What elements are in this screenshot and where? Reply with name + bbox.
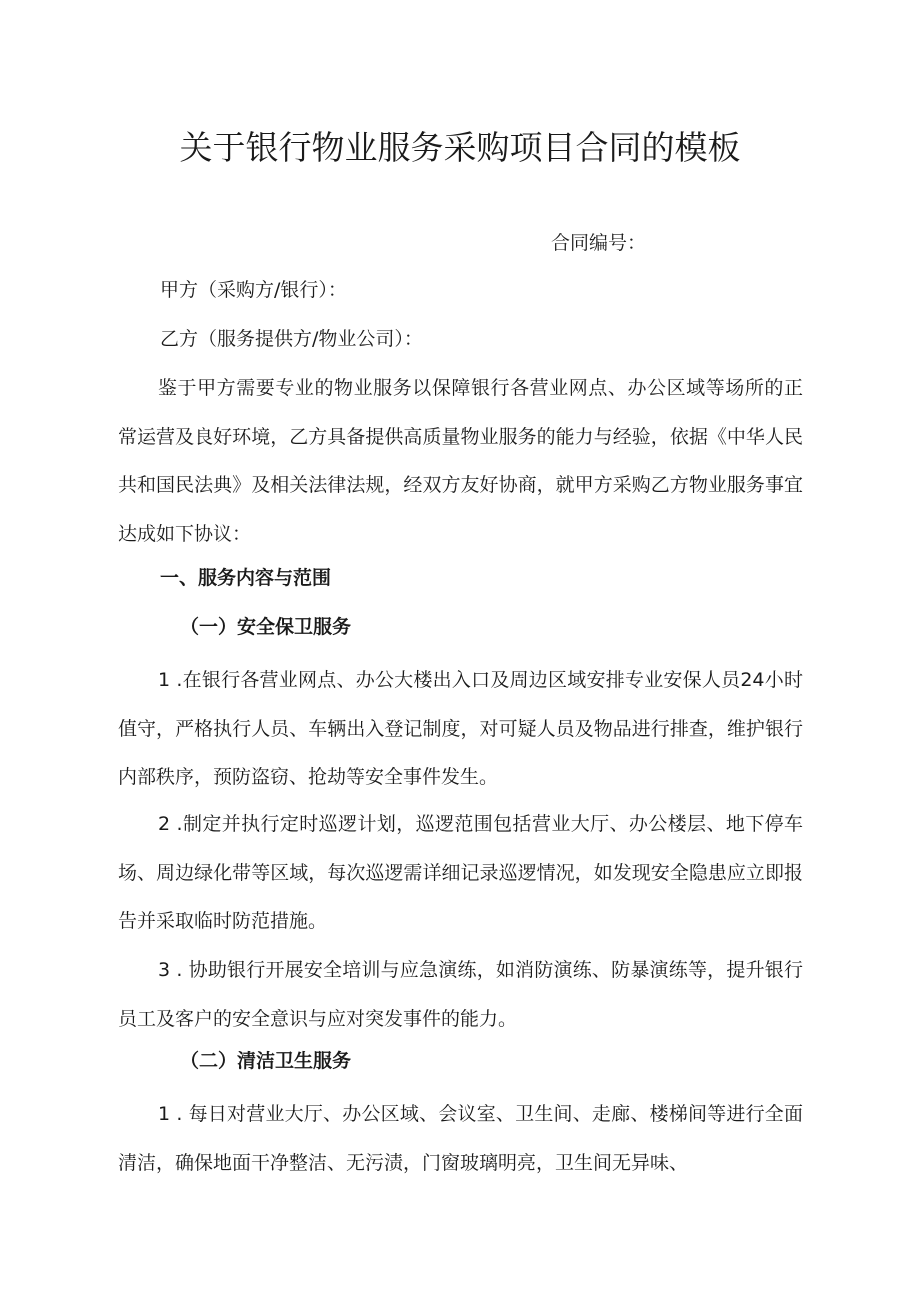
list-item: 1 .在银行各营业网点、办公大楼出入口及周边区域安排专业安保人员24小时值守，严格执行人员、车辆出入登记制度，对可疑人员及物品进行排查，维护银行内部秩序，预防盗窃、抢劫等安全事件发生。 bbox=[118, 669, 803, 788]
subsection-heading-cleaning: （二）清洁卫生服务 bbox=[180, 1050, 352, 1072]
list-item: 1 . 每日对营业大厅、办公区域、会议室、卫生间、走廊、楼梯间等进行全面清洁，确保地面干净整洁、无污渍，门窗玻璃明亮，卫生间无异味、 bbox=[118, 1103, 803, 1174]
contract-number-label: 合同编号： bbox=[551, 232, 647, 254]
subsection-heading-security: （一）安全保卫服务 bbox=[180, 616, 352, 638]
list-item: 2 .制定并执行定时巡逻计划，巡逻范围包括营业大厅、办公楼层、地下停车场、周边绿化带等区域，每次巡逻需详细记录巡逻情况，如发现安全隐患应立即报告并采取临时防范措施。 bbox=[118, 813, 803, 932]
party-a-line: 甲方（采购方/银行）： bbox=[160, 279, 347, 301]
list-item: 3 . 协助银行开展安全培训与应急演练，如消防演练、防暴演练等，提升银行员工及客户的安全意识与应对突发事件的能力。 bbox=[118, 959, 803, 1030]
preamble-paragraph: 鉴于甲方需要专业的物业服务以保障银行各营业网点、办公区域等场所的正常运营及良好环境，乙方具备提供高质量物业服务的能力与经验，依据《中华人民共和国民法典》及相关法律法规，经双方友好协商，就甲方采购乙方物业服务事宜达成如下协议： bbox=[118, 377, 803, 545]
section-heading-1: 一、服务内容与范围 bbox=[160, 567, 332, 589]
document-title: 关于银行物业服务采购项目合同的模板 bbox=[179, 128, 741, 167]
party-b-line: 乙方（服务提供方/物业公司）： bbox=[160, 328, 423, 350]
